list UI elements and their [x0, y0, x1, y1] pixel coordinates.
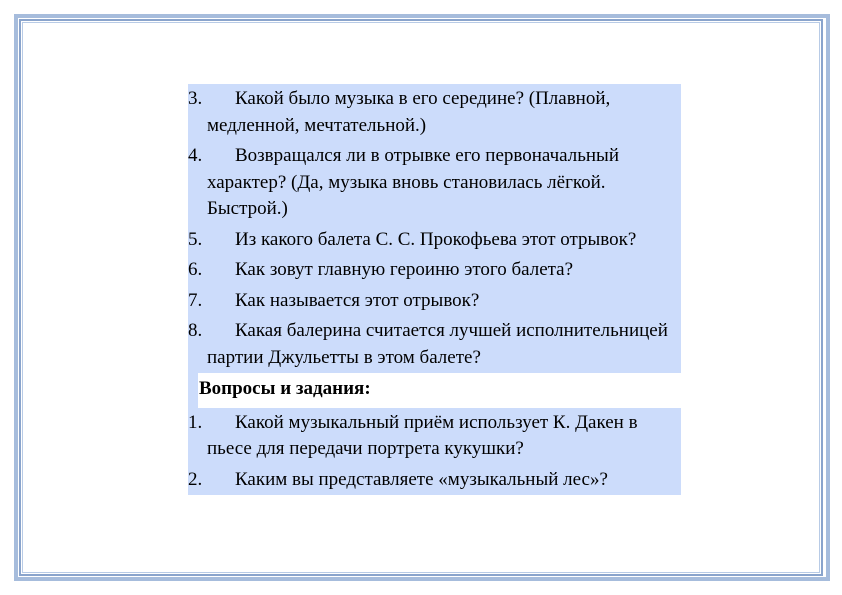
item-text: Какой музыкальный приём использует К. Дакен в пьесе для передачи портрета кукушки?: [207, 411, 638, 459]
list-item: [188, 141, 681, 225]
list-item: [188, 84, 681, 141]
list-item: [188, 408, 681, 465]
item-number: 8.: [188, 320, 203, 341]
item-number: 1.: [188, 411, 203, 433]
list-item: [188, 225, 681, 256]
item-text: Как зовут главную героиню этого балета?: [235, 259, 574, 280]
item-text: Какая балерина считается лучшей исполнительницей партии Джульетты в этом балете?: [207, 320, 668, 368]
section-heading: Вопросы и задания:: [198, 373, 681, 408]
list-item: [188, 255, 681, 286]
list-item: [188, 286, 681, 317]
item-number: 7.: [188, 289, 203, 311]
item-number: 6.: [188, 259, 203, 280]
item-text: Какой было музыка в его середине? (Плавной, медленной, мечтательной.): [207, 88, 611, 136]
item-number: 4.: [188, 145, 203, 166]
item-text: Из какого балета С. С. Прокофьева этот отрывок?: [235, 228, 637, 250]
item-text: Возвращался ли в отрывке его первоначальный характер? (Да, музыка вновь становилась лёгкой. Быстрой.): [207, 145, 619, 219]
list-item: [188, 465, 681, 496]
item-number: 2.: [188, 468, 203, 490]
item-text: Как называется этот отрывок?: [235, 289, 480, 311]
list-item: [188, 316, 681, 373]
item-text: Каким вы представляете «музыкальный лес»?: [235, 468, 608, 490]
item-number: 3.: [188, 88, 203, 109]
question-list: [188, 84, 681, 495]
item-number: 5.: [188, 228, 203, 250]
